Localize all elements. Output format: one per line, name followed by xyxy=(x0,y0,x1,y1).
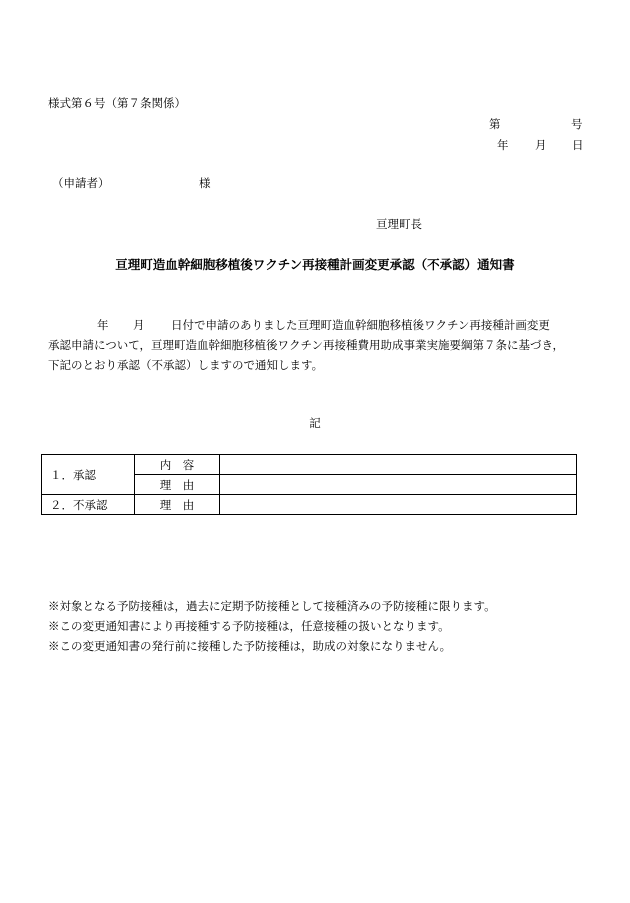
note-3: ※この変更通知書の発行前に接種した予防接種は，助成の対象になりません。 xyxy=(48,639,452,653)
disapproval-reason-field[interactable] xyxy=(220,495,577,515)
approval-reason-label: 理 由 xyxy=(135,475,220,495)
approval-category: １．承認 xyxy=(42,455,135,495)
number-prefix: 第 xyxy=(489,117,501,131)
date-year: 年 xyxy=(497,138,509,152)
body-line2: 承認申請について，亘理町造血幹細胞移植後ワクチン再接種費用助成事業実施要綱第７条に基づき， xyxy=(48,338,564,352)
approval-reason-field[interactable] xyxy=(220,475,577,495)
document-title: 亘理町造血幹細胞移植後ワクチン再接種計画変更承認（不承認）通知書 xyxy=(115,257,515,272)
applicant-label: （申請者） xyxy=(52,176,110,190)
date-month: 月 xyxy=(535,138,547,152)
form-number: 様式第６号（第７条関係） xyxy=(48,96,186,110)
disapproval-reason-label: 理 由 xyxy=(135,495,220,515)
decision-table xyxy=(41,454,577,515)
body-year: 年 xyxy=(97,318,109,332)
approval-content-field[interactable] xyxy=(220,455,577,475)
body-line3: 下記のとおり承認（不承認）しますので通知します。 xyxy=(48,358,324,372)
disapproval-category: ２．不承認 xyxy=(42,495,135,515)
ki-heading: 記 xyxy=(309,416,321,430)
table-row xyxy=(42,495,577,515)
body-line1: 日付で申請のありました亘理町造血幹細胞移植後ワクチン再接種計画変更 xyxy=(171,318,550,332)
approval-content-label: 内 容 xyxy=(135,455,220,475)
table-row xyxy=(42,455,577,475)
note-1: ※対象となる予防接種は，過去に定期予防接種として接種済みの予防接種に限ります。 xyxy=(48,599,496,613)
date-day: 日 xyxy=(572,138,584,152)
issuer-name: 亘理町長 xyxy=(376,217,422,231)
applicant-honorific: 様 xyxy=(199,176,211,190)
number-suffix: 号 xyxy=(571,117,583,131)
body-month: 月 xyxy=(133,318,145,332)
note-2: ※この変更通知書により再接種する予防接種は，任意接種の扱いとなります。 xyxy=(48,619,450,633)
